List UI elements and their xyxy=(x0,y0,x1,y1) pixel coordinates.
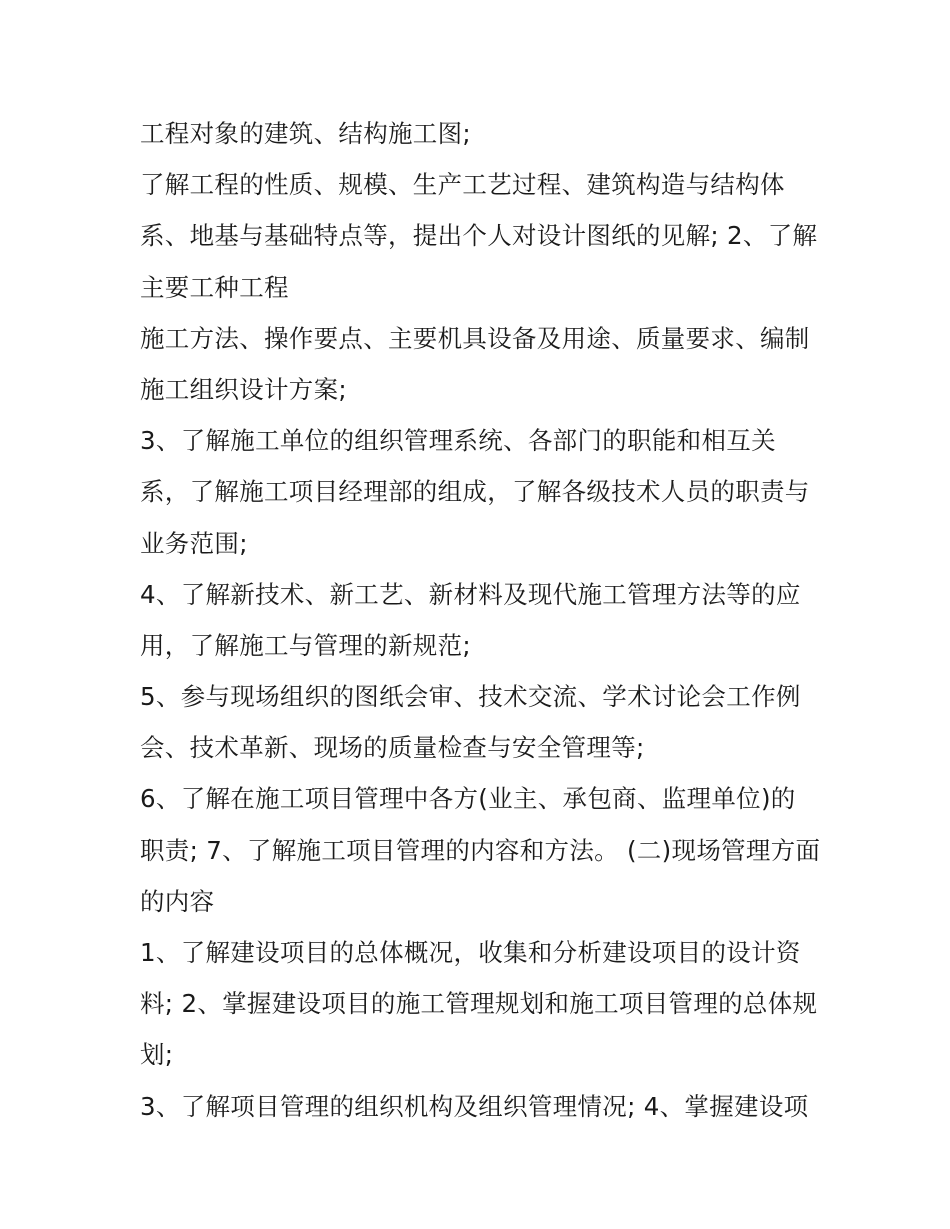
text-line: 4、了解新技术、新工艺、新材料及现代施工管理方法等的应 xyxy=(140,579,801,609)
text-line: 业务范围; xyxy=(140,528,248,558)
text-line: 3、了解施工单位的组织管理系统、各部门的职能和相互关 xyxy=(140,426,776,456)
text-line: 3、了解项目管理的组织机构及组织管理情况; 4、掌握建设项 xyxy=(140,1091,809,1121)
text-line: 划; xyxy=(140,1040,174,1070)
text-line: 系、地基与基础特点等，提出个人对设计图纸的见解; 2、了解 xyxy=(140,221,818,251)
text-line: 施工方法、操作要点、主要机具设备及用途、质量要求、编制 xyxy=(140,323,810,353)
text-line: 用，了解施工与管理的新规范; xyxy=(140,630,471,660)
text-line: 职责; 7、了解施工项目管理的内容和方法。 (二)现场管理方面 xyxy=(140,835,821,865)
text-line: 了解工程的性质、规模、生产工艺过程、建筑构造与结构体 xyxy=(140,170,785,200)
text-line: 料; 2、掌握建设项目的施工管理规划和施工项目管理的总体规 xyxy=(140,989,818,1019)
text-line: 6、了解在施工项目管理中各方(业主、承包商、监理单位)的 xyxy=(140,784,796,814)
text-line: 会、技术革新、现场的质量检查与安全管理等; xyxy=(140,733,645,763)
text-line: 的内容 xyxy=(140,886,215,916)
text-line: 工程对象的建筑、结构施工图; xyxy=(140,119,471,148)
body-text xyxy=(140,108,820,1132)
text-line: 系，了解施工项目经理部的组成，了解各级技术人员的职责与 xyxy=(140,477,810,507)
text-line: 主要工种工程 xyxy=(140,272,289,302)
text-line: 1、了解建设项目的总体概况，收集和分析建设项目的设计资 xyxy=(140,938,801,967)
text-line: 5、参与现场组织的图纸会审、技术交流、学术讨论会工作例 xyxy=(140,682,801,712)
text-line: 施工组织设计方案; xyxy=(140,374,347,404)
